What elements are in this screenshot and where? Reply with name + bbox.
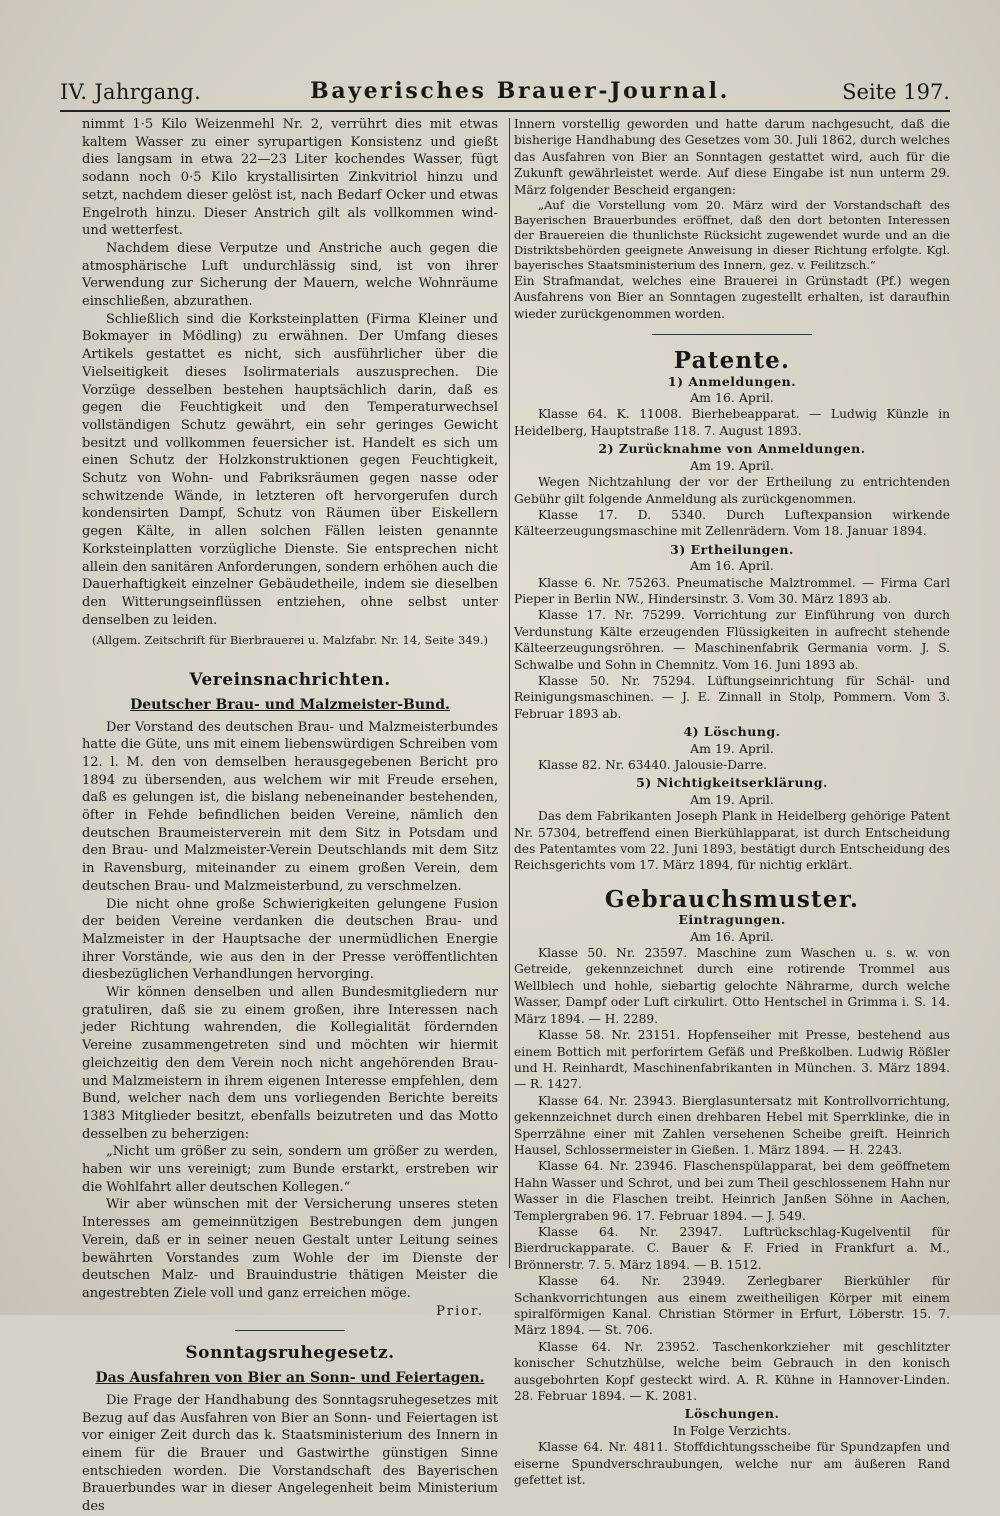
journal-title: Bayerisches Brauer-Journal.	[310, 78, 730, 104]
header-rule	[60, 110, 950, 112]
section-title-vereinsnachrichten: Vereinsnachrichten.	[189, 670, 391, 691]
intro-paragraph: nimmt 1·5 Kilo Weizenmehl Nr. 2, verrührt dies mit etwas kaltem Wasser zu einer syrupartigen Konsistenz und gießt dies langsam in etwa 22—23 Liter kochendes Wasser, fügt sodann noch 0·5 Kilo krystallisirten Zinkvitriol hinzu und setzt, nachdem dieser gelöst ist, nach Bedarf Ocker und etwas Engelroth hinzu. Dieser Anstrich gilt als vollkommen wind- und wetterfest.	[82, 117, 498, 239]
gebrauchsmuster-loeschungen-heading: Löschungen.	[684, 1406, 780, 1422]
right-column	[514, 116, 950, 1488]
list-item: Klasse 17. Nr. 75299. Vorrichtung zur Einführung von durch Verdunstung Kälte erzeugenden Flüssigkeiten in aufrecht stehende Kälteerzeugungsröhren. — Maschinenfabrik Germania vorm. J. S. Schwalbe und Sohn in Chemnitz. Vom 16. Juni 1893 ab.	[514, 608, 950, 672]
list-item: Klasse 64. Nr. 23952. Taschenkorkzieher mit geschlitzter konischer Schutzhülse, welche beim Gebrauch in den konisch ausgebohrten Kopf gesteckt wird. A. R. Kühne in Hannover-Linden. 28. Februar 1894. — K. 2081.	[514, 1339, 950, 1404]
continued-paragraph: Innern vorstellig geworden und hatte darum nachgesucht, daß die bisherige Handhabung des Gesetzes vom 30. Juli 1862, durch welches das Ausfahren von Bier an Sonntagen gestattet wird, auch für die Zukunft gewährleistet werde. Auf diese Eingabe ist nun unterm 29. März folgender Bescheid ergangen:	[514, 117, 950, 197]
patente-zuruecknahme-date: Am 19. April.	[690, 457, 774, 473]
patente-zuruecknahme-text-2: Klasse 17. D. 5340. Durch Luftexpansion wirkende Kälteerzeugungsmaschine mit Zellenrädern. Vom 18. Januar 1894.	[514, 507, 950, 539]
patente-zuruecknahme-heading: 2) Zurücknahme von Anmeldungen.	[598, 441, 866, 457]
column-divider	[509, 118, 510, 1268]
left-column	[82, 116, 498, 1516]
section-subtitle-bund: Deutscher Brau- und Malzmeister-Bund.	[130, 696, 450, 713]
signature-prior: Prior.	[436, 1303, 484, 1319]
gebrauchsmuster-eintragungen-heading: Eintragungen.	[678, 912, 786, 928]
list-item: Klasse 64. Nr. 23947. Luftrückschlag-Kugelventil für Bierdruckapparate. C. Bauer & F. Fried in Frankfurt a. M., Brönnerstr. 7. 5. März 1894. — B. 1512.	[514, 1224, 950, 1272]
list-item: Klasse 6. Nr. 75263. Pneumatische Malztrommel. — Firma Carl Pieper in Berlin NW., Hindersinstr. 3. Vom 30. März 1893 ab.	[514, 575, 950, 606]
ministry-quote: „Auf die Vorstellung vom 20. März wird der Vorstandschaft des Bayerischen Brauerbundes eröffnet, daß den dort betonten Interessen der Brauereien die thunlichste Rücksicht zugewendet wurde und an die Distriktsbehörden geeignete Anweisung in dieser Richtung erfolgte. Kgl. bayerisches Staatsministerium des Innern, gez. v. Feilitzsch.“	[514, 198, 950, 273]
list-item: Klasse 64. Nr. 23946. Flaschenspülapparat, bei dem geöffnetem Hahn Wasser und Schrot, und bei zum Theil geschlossenem Hahn nur Wasser in die Flaschen treibt. Heinrich Janßen Söhne in Aachen, Templergraben 96. 17. Februar 1894. — J. 549.	[514, 1159, 950, 1223]
list-item: Klasse 64. Nr. 23943. Bierglasuntersatz mit Kontrollvorrichtung, gekennzeichnet durch einen drehbaren Hebel mit Sperrklinke, die in Sperrzähne einer mit Zahlen versehenen Scheibe greift. Heinrich Hausel, Schlossermeister in Gießen. 1. März 1894. — H. 2243.	[514, 1093, 950, 1157]
vereins-motto: „Nicht um größer zu sein, sondern um größer zu werden, haben wir uns vereinigt; zum Bunde erstarkt, erstreben wir die Wohlfahrt aller deutschen Kollegen.“	[82, 1144, 498, 1195]
section-title-sonntagsruhegesetz: Sonntagsruhegesetz.	[185, 1343, 395, 1364]
gebrauchsmuster-loeschung-text: Klasse 64. Nr. 4811. Stoffdichtungsscheibe für Spundzapfen und eiserne Spundverschraubungen, welche nur am äußeren Rand gefettet ist.	[514, 1440, 950, 1488]
patente-zuruecknahme-text-1: Wegen Nichtzahlung der vor der Ertheilung zu entrichtenden Gebühr gilt folgende Anmeldung als zurückgenommen.	[514, 475, 950, 506]
list-item: Klasse 64. Nr. 23949. Zerlegbarer Bierkühler für Schankvorrichtungen aus einem zweitheiligen Körper mit einem spiralförmigen Kanal. Christian Störmer in Erfurt, Löberstr. 15. 7. März 1894. — St. 706.	[514, 1274, 950, 1338]
vereins-paragraph-1: Der Vorstand des deutschen Brau- und Malzmeisterbundes hatte die Güte, uns mit einem liebenswürdigen Schreiben vom 12. l. M. den von demselben herausgegebenen Bericht pro 1894 zu übersenden, aus welchem wir mit Freude ersehen, daß es gelungen ist, die bislang nebeneinander bestehenden, öfter in Fehde befindlichen beiden Vereine, nämlich den deutschen Braumeisterverein mit dem Sitz in Potsdam und den Brau- und Malzmeister-Verein Deutschlands mit dem Sitz in Ravensburg, miteinander zu einem großen Verein, dem deutschen Brau- und Malzmeisterbund, zu verschmelzen.	[82, 719, 498, 894]
patente-ertheilungen-date: Am 16. April.	[690, 558, 774, 574]
page-number: Seite 197.	[842, 80, 950, 104]
page-header	[60, 72, 950, 108]
paragraph-verputze: Nachdem diese Verputze und Anstriche auch gegen die atmosphärische Luft undurchlässig sind, ist von ihrer Verwendung zur Sicherung der Mauern, welche Wohnräume einschließen, abzurathen.	[82, 240, 498, 310]
section-divider	[235, 1330, 345, 1331]
patente-loeschung-date: Am 19. April.	[690, 740, 774, 756]
gebrauchsmuster-verzicht-note: In Folge Verzichts.	[672, 1422, 792, 1438]
section-title-patente: Patente.	[673, 347, 791, 375]
patente-anmeldungen-heading: 1) Anmeldungen.	[667, 373, 797, 389]
vereins-paragraph-3: Wir können denselben und allen Bundesmitgliedern nur gratuliren, daß sie zu einem großen, ihre Interessen nach jeder Richtung wahrenden, die Kollegialität fördernden Vereine zusammengetreten sind und möchten wir hiermit gleichzeitig den dem Verein noch nicht angehörenden Brau- und Malzmeistern in ihrem eigenen Interesse empfehlen, dem Bund, welcher nach dem uns vorliegenden Berichte bereits 1383 Mitglieder besitzt, ebenfalls beizutreten und das Motto desselben zu beherzigen:	[82, 985, 498, 1142]
patente-anmeldungen-text: Klasse 64. K. 11008. Bierhebeapparat. — Ludwig Künzle in Heidelberg, Hauptstraße 118. 7. August 1893.	[514, 407, 950, 438]
patente-nichtigkeit-text: Das dem Fabrikanten Joseph Plank in Heidelberg gehörige Patent Nr. 57304, betreffend einen Bierkühlapparat, ist durch Entscheidung des Patentamtes vom 22. Juni 1893, bestätigt durch Entscheidung des Reichsgerichts vom 17. März 1894, für nichtig erklärt.	[514, 809, 950, 873]
paragraph-korksteinplatten: Schließlich sind die Korksteinplatten (Firma Kleiner und Bokmayer in Mödling) zu erwähnen. Der Umfang dieses Artikels gestattet es nicht, sich ausführlicher über die Vielseitigkeit dieses Isolirmaterials auszusprechen. Die Vorzüge desselben bestehen hauptsächlich darin, daß es gegen die Feuchtigkeit und den Temperaturwechsel vollständigen Schutz gewährt, ein sehr geringes Gewicht besitzt und vollkommen feuersicher ist. Handelt es sich um einen Schutz der Holzkonstruktionen gegen Feuchtigkeit, Schutz von Wohn- und Fabriksräumen gegen nasse oder schwitzende Wände, in letzteren oft hervorgerufen durch kondensirten Dampf, Schutz von Räumen über Eiskellern gegen Kälte, in allen solchen Fällen leisten genannte Korksteinplatten vorzügliche Dienste. Sie entsprechen nicht allein den sanitären Anforderungen, sondern erhöhen auch die Dauerhaftigkeit einzelner Gebäudetheile, indem sie dieselben den Witterungseinflüssen entziehen, ohne selbst unter denselben zu leiden.	[82, 311, 498, 628]
list-item: Klasse 58. Nr. 23151. Hopfenseiher mit Presse, bestehend aus einem Bottich mit perforirtem Gefäß und Preßkolben. Ludwig Rößler und H. Reinhardt, Maschinenfabrikanten in München. 3. März 1894. — R. 1427.	[514, 1028, 950, 1092]
source-citation: (Allgem. Zeitschrift für Bierbrauerei u. Malzfabr. Nr. 14, Seite 349.)	[91, 633, 489, 648]
after-quote-paragraph: Ein Strafmandat, welches eine Brauerei in Grünstadt (Pf.) wegen Ausfahrens von Bier an Sonntagen zugestellt erhalten, ist daraufhin wieder zurückgenommen worden.	[514, 274, 950, 321]
patente-loeschung-text: Klasse 82. Nr. 63440. Jalousie-Darre.	[538, 758, 768, 772]
volume-label: IV. Jahrgang.	[60, 80, 202, 104]
list-item: Klasse 50. Nr. 23597. Maschine zum Waschen u. s. w. von Getreide, gekennzeichnet durch eine rotirende Trommel aus Wellblech und hohle, siebartig gelochte Nährarme, durch welche Wasser, Dampf oder Luft cirkulirt. Otto Hentschel in Grimma i. S. 14. März 1894. — H. 2289.	[514, 946, 950, 1026]
patente-loeschung-heading: 4) Löschung.	[683, 724, 781, 740]
patente-anmeldungen-date: Am 16. April.	[690, 390, 774, 406]
gebrauchsmuster-eintragungen-date: Am 16. April.	[690, 928, 774, 944]
patente-nichtigkeit-date: Am 19. April.	[690, 791, 774, 807]
list-item: Klasse 50. Nr. 75294. Lüftungseinrichtung für Schäl- und Reinigungsmaschinen. — J. E. Zinnall in Stolp, Pommern. Vom 3. Februar 1893 ab.	[514, 673, 950, 721]
section-subtitle-ausfahren: Das Ausfahren von Bier an Sonn- und Feiertagen.	[95, 1370, 485, 1387]
vereins-paragraph-2: Die nicht ohne große Schwierigkeiten gelungene Fusion der beiden Vereine verdanken die deutschen Brau- und Malzmeister in der Hauptsache der unermüdlichen Energie ihrer Vorstände, wie aus den in der Presse veröffentlichten diesbezüglichen Verhandlungen hervorging.	[82, 896, 498, 983]
vereins-paragraph-4: Wir aber wünschen mit der Versicherung unseres steten Interesses am gemeinnützigen Bestrebungen dem jungen Verein, daß er in seiner neuen Gestalt unter Leitung seines bewährten Vorstandes zum Wohle der im Dienste der deutschen Malz- und Brauindustrie thätigen Meister die angestrebten Ziele voll und ganz erreichen möge.	[82, 1197, 498, 1301]
patente-ertheilungen-heading: 3) Ertheilungen.	[670, 541, 794, 557]
sonntag-paragraph-1: Die Frage der Handhabung des Sonntagsruhegesetzes mit Bezug auf das Ausfahren von Bier an Sonn- und Feiertagen ist vor einiger Zeit durch das k. Staatsministerium des Innern in einem für die Brauer und Gastwirthe günstigen Sinne entschieden worden. Die Vorstandschaft des Bayerischen Brauerbundes war in dieser Angelegenheit beim Ministerium des	[82, 1392, 498, 1515]
patente-nichtigkeit-heading: 5) Nichtigkeitserklärung.	[636, 775, 828, 791]
section-divider	[652, 334, 812, 335]
section-title-gebrauchsmuster: Gebrauchsmuster.	[604, 885, 860, 913]
